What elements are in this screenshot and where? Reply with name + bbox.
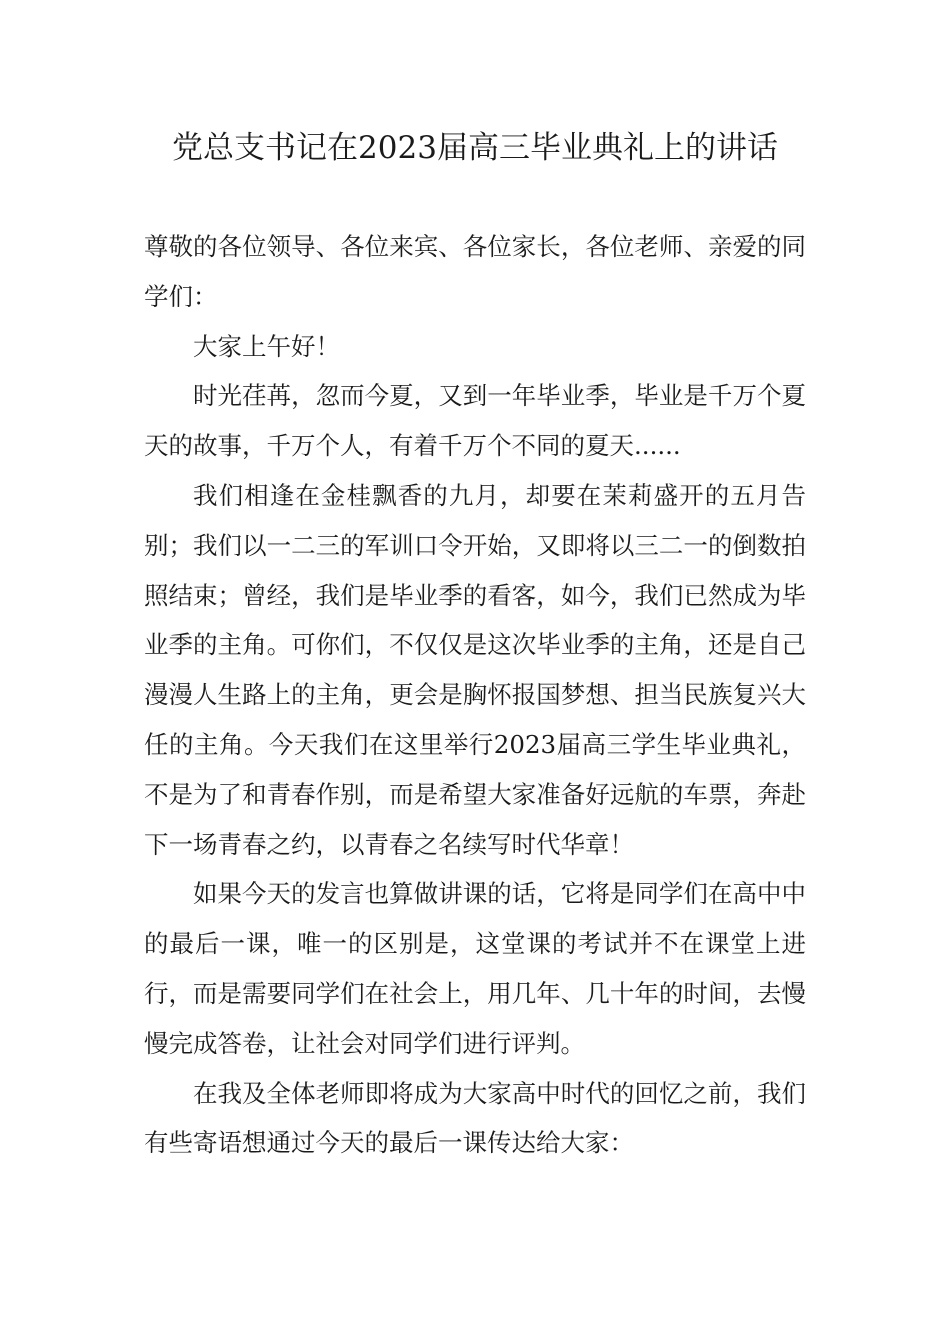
paragraph-3: 如果今天的发言也算做讲课的话，它将是同学们在高中中的最后一课，唯一的区别是，这堂课的考试并不在课堂上进行，而是需要同学们在社会上，用几年、几十年的时间，去慢慢完成答卷，让社会对同学们进行评判。: [144, 879, 806, 1058]
document-title: 党总支书记在2023届高三毕业典礼上的讲话: [172, 130, 778, 166]
paragraph-2: 我们相逢在金桂飘香的九月，却要在茉莉盛开的五月告别；我们以一二三的军训口令开始，又即将以三二一的倒数拍照结束；曾经，我们是毕业季的看客，如今，我们已然成为毕业季的主角。可你们，不仅仅是这次毕业季的主角，还是自己漫漫人生路上的主角，更会是胸怀报国梦想、担当民族复兴大任的主角。今天我们在这里举行2023届高三学生毕业典礼，不是为了和青春作别，而是希望大家准备好远航的车票，奔赴下一场青春之约，以青春之名续写时代华章！: [144, 480, 806, 859]
document-body: [144, 222, 806, 1168]
paragraph-1: 时光荏苒，忽而今夏，又到一年毕业季，毕业是千万个夏天的故事，千万个人，有着千万个不同的夏天......: [144, 381, 806, 461]
paragraph-4: 在我及全体老师即将成为大家高中时代的回忆之前，我们有些寄语想通过今天的最后一课传达给大家：: [144, 1078, 806, 1158]
paragraph-greeting: 大家上午好！: [193, 331, 340, 361]
salutation: 尊敬的各位领导、各位来宾、各位家长，各位老师、亲爱的同学们：: [144, 232, 806, 311]
